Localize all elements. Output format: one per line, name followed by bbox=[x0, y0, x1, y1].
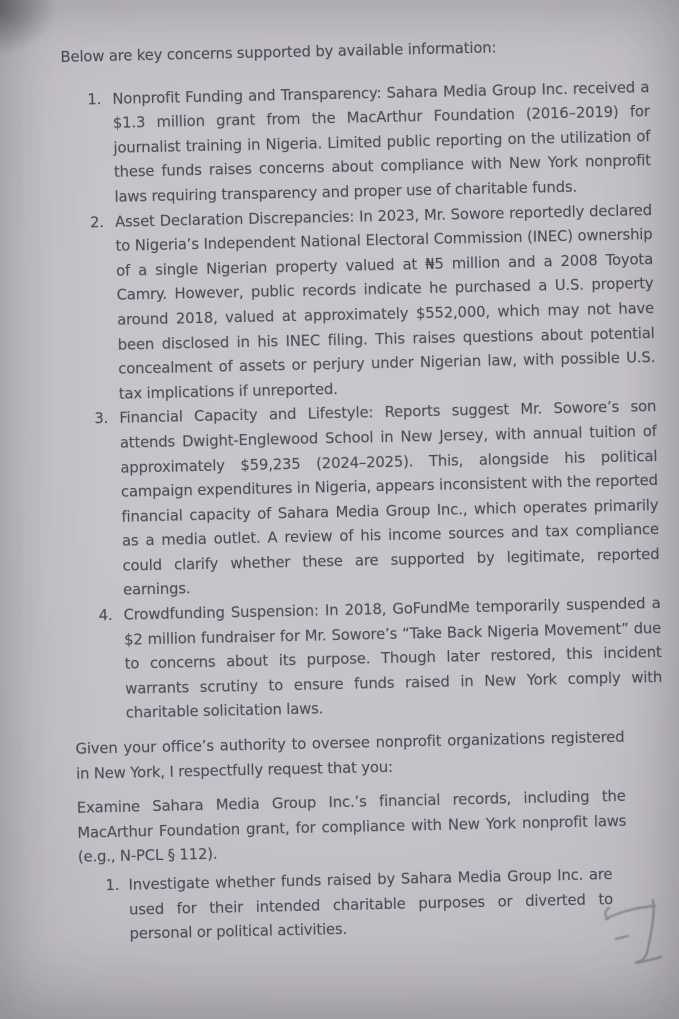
list-number: 1. bbox=[87, 90, 102, 108]
ink-scribble-icon bbox=[598, 886, 670, 978]
concern-item-2 bbox=[90, 198, 677, 407]
document-text-block bbox=[0, 33, 679, 950]
concern-text: Nonprofit Funding and Transparency: Sahara Media Group Inc. received a $1.3 million grant from the MacArthur Foundation (2016–2019) for journalist training in Nigeria. Limited public reporting on the utilization of these funds raises concerns about compliance with New York nonprofit laws requiring transparency and proper use of charitable funds. bbox=[112, 78, 652, 206]
list-number: 1. bbox=[105, 876, 120, 895]
concern-text: Financial Capacity and Lifestyle: Reports suggest Mr. Sowore’s son attends Dwight-Englewood School in New Jersey, with annual tuition of approximately $59,235 (2024–2025). This, alongside his political campaign expenditures in Nigeria, appears inconsistent with the reported financial capacity of Sahara Media Group Inc., which operates primarily as a media outlet. A review of his income sources and tax compliance could clarify whether these are supported by legitimate, reported earnings. bbox=[119, 398, 660, 600]
intro-paragraph: Below are key concerns supported by available information: bbox=[60, 39, 497, 66]
list-number: 3. bbox=[94, 410, 109, 428]
list-number: 2. bbox=[89, 213, 105, 231]
examine-records-paragraph: Examine Sahara Media Group Inc.’s financial records, including the MacArthur Foundation grant, for compliance with New York nonprofit laws (e.g., N-PCL § 112). bbox=[76, 788, 627, 867]
list-number: 4. bbox=[98, 607, 113, 625]
concern-item-1 bbox=[87, 75, 673, 211]
concerns-list bbox=[87, 75, 679, 727]
action-text: Investigate whether funds raised by Sahara Media Group Inc. are used for their intended charitable purposes or diverted to personal or political activities. bbox=[128, 866, 614, 943]
action-item-1 bbox=[105, 862, 679, 948]
concern-text: Crowdfunding Suspension: In 2018, GoFundMe temporarily suspended a $2 million fundraiser for Mr. Sowore’s “Take Back Nigeria Movement” due to concerns about its purpose. Though later restored, this incident warrants scrutiny to ensure funds raised in New York comply with charitable solicitation laws. bbox=[123, 595, 663, 723]
requested-actions-list bbox=[105, 862, 679, 948]
concern-item-3 bbox=[94, 395, 679, 604]
authority-request-paragraph: Given your office’s authority to oversee nonprofit organizations registered in New York, I respectfully request that you: bbox=[75, 728, 625, 783]
concern-text: Asset Declaration Discrepancies: In 2023, Mr. Sowore reportedly declared to Nigeria’s Independent National Electoral Commission (INEC) ownership of a single Nigerian property valued at ₦5 million and a 2008 Toyota Camry. However, public records indicate he purchased a U.S. property around 2018, valued at approximately $552,000, which may not have been disclosed in his INEC filing. This raises questions about potential concealment of assets or perjury under Nigerian law, with possible U.S. tax implications if unreported. bbox=[114, 201, 656, 403]
concern-item-4 bbox=[98, 592, 679, 728]
